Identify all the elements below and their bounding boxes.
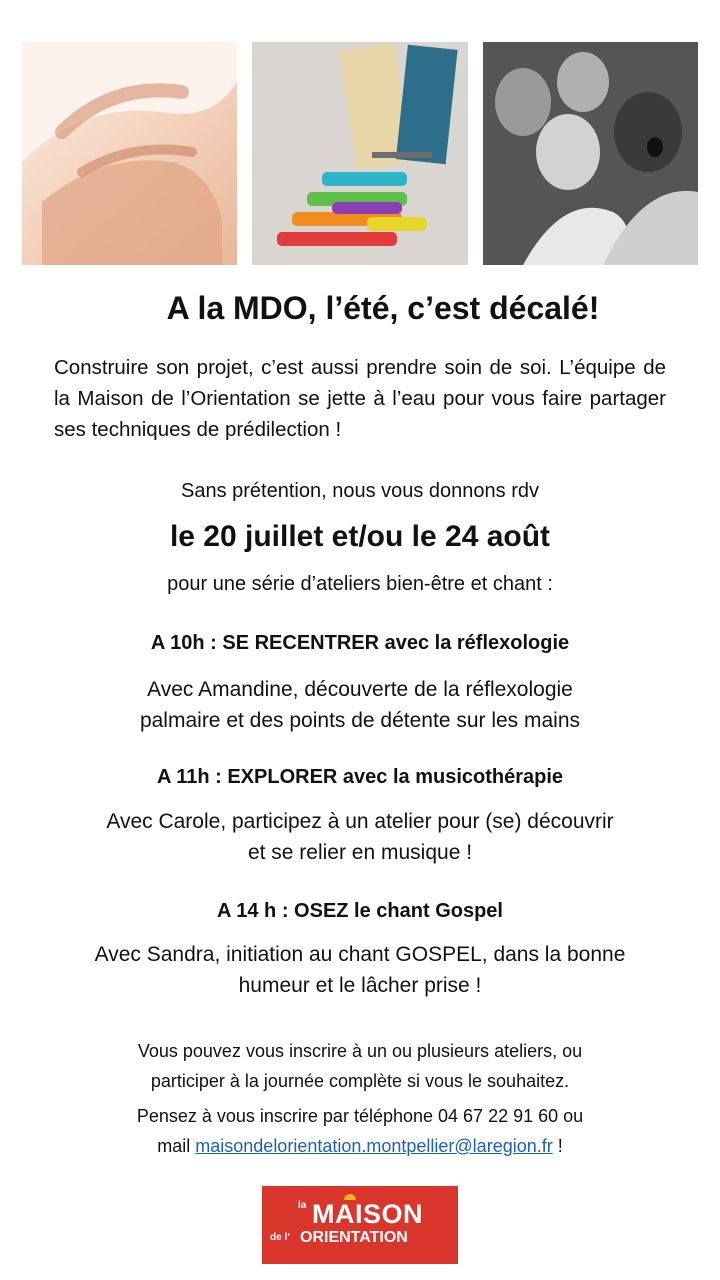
logo-maison: MAISON	[312, 1199, 423, 1229]
workshop-description-gospel	[0, 939, 720, 1001]
mail-prefix: mail	[157, 1136, 196, 1156]
workshop-heading-music-therapy: A 11h : EXPLORER avec la musicothérapie	[156, 766, 564, 788]
description-line: Avec Carole, participez à un atelier pour (se) découvrir	[106, 810, 614, 833]
gospel-singers-image	[483, 42, 698, 265]
email-link[interactable]: maisondelorientation.montpellier@laregion.fr	[195, 1136, 553, 1156]
music-instruments-image	[252, 42, 468, 265]
workshop-heading-gospel: A 14 h : OSEZ le chant Gospel	[217, 900, 503, 922]
description-line: et se relier en musique !	[247, 841, 473, 864]
workshop-heading-reflexology: A 10h : SE RECENTRER avec la réflexologie	[150, 632, 570, 654]
intro-paragraph: Construire son projet, c’est aussi prendre soin de soi. L’équipe de la Maison de l’Orientation se jette à l’eau pour vous faire partager ses techniques de prédilection !	[54, 356, 666, 441]
mail-suffix: !	[552, 1136, 563, 1156]
registration-info	[0, 1036, 720, 1096]
logo-la: la	[298, 1200, 307, 1211]
footer-line: participer à la journée complète si vous le souhaitez.	[150, 1071, 570, 1091]
logo-de: de l’	[270, 1232, 291, 1243]
event-dates: le 20 juillet et/ou le 24 août	[169, 520, 551, 553]
contact-info	[0, 1101, 720, 1161]
mail-line	[0, 1131, 720, 1161]
phone-line: Pensez à vous inscrire par téléphone 04 67 22 91 60 ou	[136, 1106, 584, 1126]
rdv-text: Sans prétention, nous vous donnons rdv	[180, 480, 540, 502]
description-line: Avec Amandine, découverte de la réflexologie	[147, 678, 573, 701]
maison-orientation-logo	[262, 1186, 458, 1264]
page-title: A la MDO, l’été, c’est décalé!	[166, 290, 600, 326]
footer-line: Vous pouvez vous inscrire à un ou plusieurs ateliers, ou	[137, 1041, 583, 1061]
reflexology-hands-image	[22, 42, 237, 265]
workshop-description-music-therapy	[0, 806, 720, 868]
description-line: humeur et le lâcher prise !	[238, 974, 482, 997]
series-text: pour une série d’ateliers bien-être et chant :	[167, 573, 553, 595]
description-line: Avec Sandra, initiation au chant GOSPEL, dans la bonne	[94, 943, 626, 966]
workshop-description-reflexology	[0, 674, 720, 736]
logo-orientation: ORIENTATION	[300, 1229, 408, 1246]
description-line: palmaire et des points de détente sur les mains	[139, 709, 581, 732]
photo-strip	[22, 42, 698, 265]
